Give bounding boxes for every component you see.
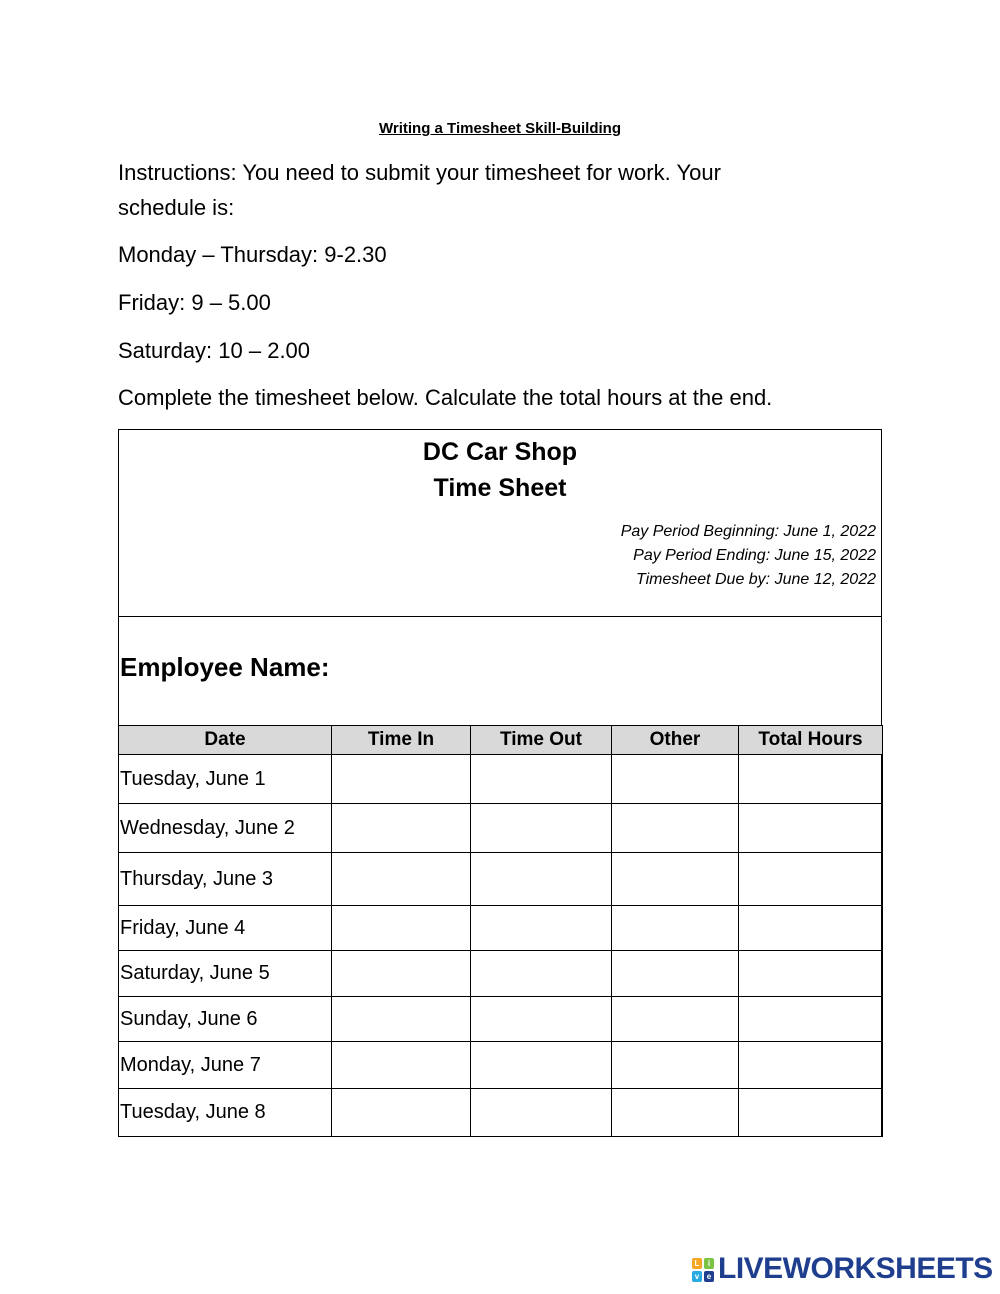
time-out-cell[interactable] [471, 755, 612, 804]
instructions-line-1: Instructions: You need to submit your timesheet for work. Your [118, 160, 721, 185]
time-in-cell[interactable] [332, 853, 471, 906]
date-cell: Saturday, June 5 [119, 951, 332, 997]
table-row [119, 853, 883, 906]
total-hours-cell[interactable] [739, 951, 883, 997]
timesheet [118, 429, 882, 1137]
time-out-cell[interactable] [471, 906, 612, 951]
logo-text: LIVEWORKSHEETS [718, 1252, 993, 1285]
logo-tile-i: i [704, 1258, 714, 1269]
time-out-cell[interactable] [471, 951, 612, 997]
other-cell[interactable] [612, 906, 739, 951]
date-cell: Tuesday, June 1 [119, 755, 332, 804]
total-hours-cell[interactable] [739, 853, 883, 906]
table-row [119, 755, 883, 804]
schedule-saturday: Saturday: 10 – 2.00 [118, 338, 311, 363]
column-header-total-hours: Total Hours [739, 726, 883, 755]
instructions-complete: Complete the timesheet below. Calculate the total hours at the end. [118, 385, 773, 410]
table-row [119, 997, 883, 1042]
employee-name-label: Employee Name: [120, 652, 330, 682]
date-cell: Friday, June 4 [119, 906, 332, 951]
timesheet-subtitle: Time Sheet [433, 474, 567, 502]
table-row [119, 1042, 883, 1089]
column-header-date: Date [119, 726, 332, 755]
timesheet-header [119, 430, 881, 617]
pay-period-ending: Pay Period Ending: June 15, 2022 [633, 547, 876, 564]
total-hours-cell[interactable] [739, 997, 883, 1042]
table-header-row [119, 726, 883, 755]
time-in-cell[interactable] [332, 1089, 471, 1137]
schedule-mon-thu: Monday – Thursday: 9-2.30 [118, 242, 387, 267]
column-header-time-out: Time Out [471, 726, 612, 755]
time-in-cell[interactable] [332, 1042, 471, 1089]
logo-tile-v: v [692, 1271, 702, 1282]
column-header-time-in: Time In [332, 726, 471, 755]
other-cell[interactable] [612, 853, 739, 906]
other-cell[interactable] [612, 1089, 739, 1137]
timesheet-table [118, 725, 883, 1137]
time-out-cell[interactable] [471, 1042, 612, 1089]
table-row [119, 906, 883, 951]
time-out-cell[interactable] [471, 997, 612, 1042]
total-hours-cell[interactable] [739, 804, 883, 853]
schedule-friday: Friday: 9 – 5.00 [118, 290, 271, 315]
logo-tile-l: L [692, 1258, 702, 1269]
date-cell: Sunday, June 6 [119, 997, 332, 1042]
other-cell[interactable] [612, 755, 739, 804]
instructions-line-2: schedule is: [118, 195, 235, 220]
date-cell: Monday, June 7 [119, 1042, 332, 1089]
time-out-cell[interactable] [471, 1089, 612, 1137]
table-row [119, 804, 883, 853]
column-header-other: Other [612, 726, 739, 755]
table-row [119, 1089, 883, 1137]
total-hours-cell[interactable] [739, 1042, 883, 1089]
logo-icon [692, 1258, 714, 1282]
time-in-cell[interactable] [332, 951, 471, 997]
table-row [119, 951, 883, 997]
pay-period-beginning: Pay Period Beginning: June 1, 2022 [620, 523, 876, 540]
total-hours-cell[interactable] [739, 1089, 883, 1137]
company-name: DC Car Shop [422, 438, 578, 466]
page-title: Writing a Timesheet Skill-Building [379, 120, 621, 137]
other-cell[interactable] [612, 997, 739, 1042]
time-out-cell[interactable] [471, 804, 612, 853]
time-in-cell[interactable] [332, 997, 471, 1042]
other-cell[interactable] [612, 1042, 739, 1089]
total-hours-cell[interactable] [739, 906, 883, 951]
logo-tile-e: e [704, 1271, 714, 1282]
time-in-cell[interactable] [332, 906, 471, 951]
time-in-cell[interactable] [332, 804, 471, 853]
date-cell: Wednesday, June 2 [119, 804, 332, 853]
total-hours-cell[interactable] [739, 755, 883, 804]
date-cell: Tuesday, June 8 [119, 1089, 332, 1137]
date-cell: Thursday, June 3 [119, 853, 332, 906]
other-cell[interactable] [612, 951, 739, 997]
time-in-cell[interactable] [332, 755, 471, 804]
liveworksheets-logo [692, 1250, 992, 1290]
timesheet-due-by: Timesheet Due by: June 12, 2022 [635, 571, 876, 588]
other-cell[interactable] [612, 804, 739, 853]
time-out-cell[interactable] [471, 853, 612, 906]
